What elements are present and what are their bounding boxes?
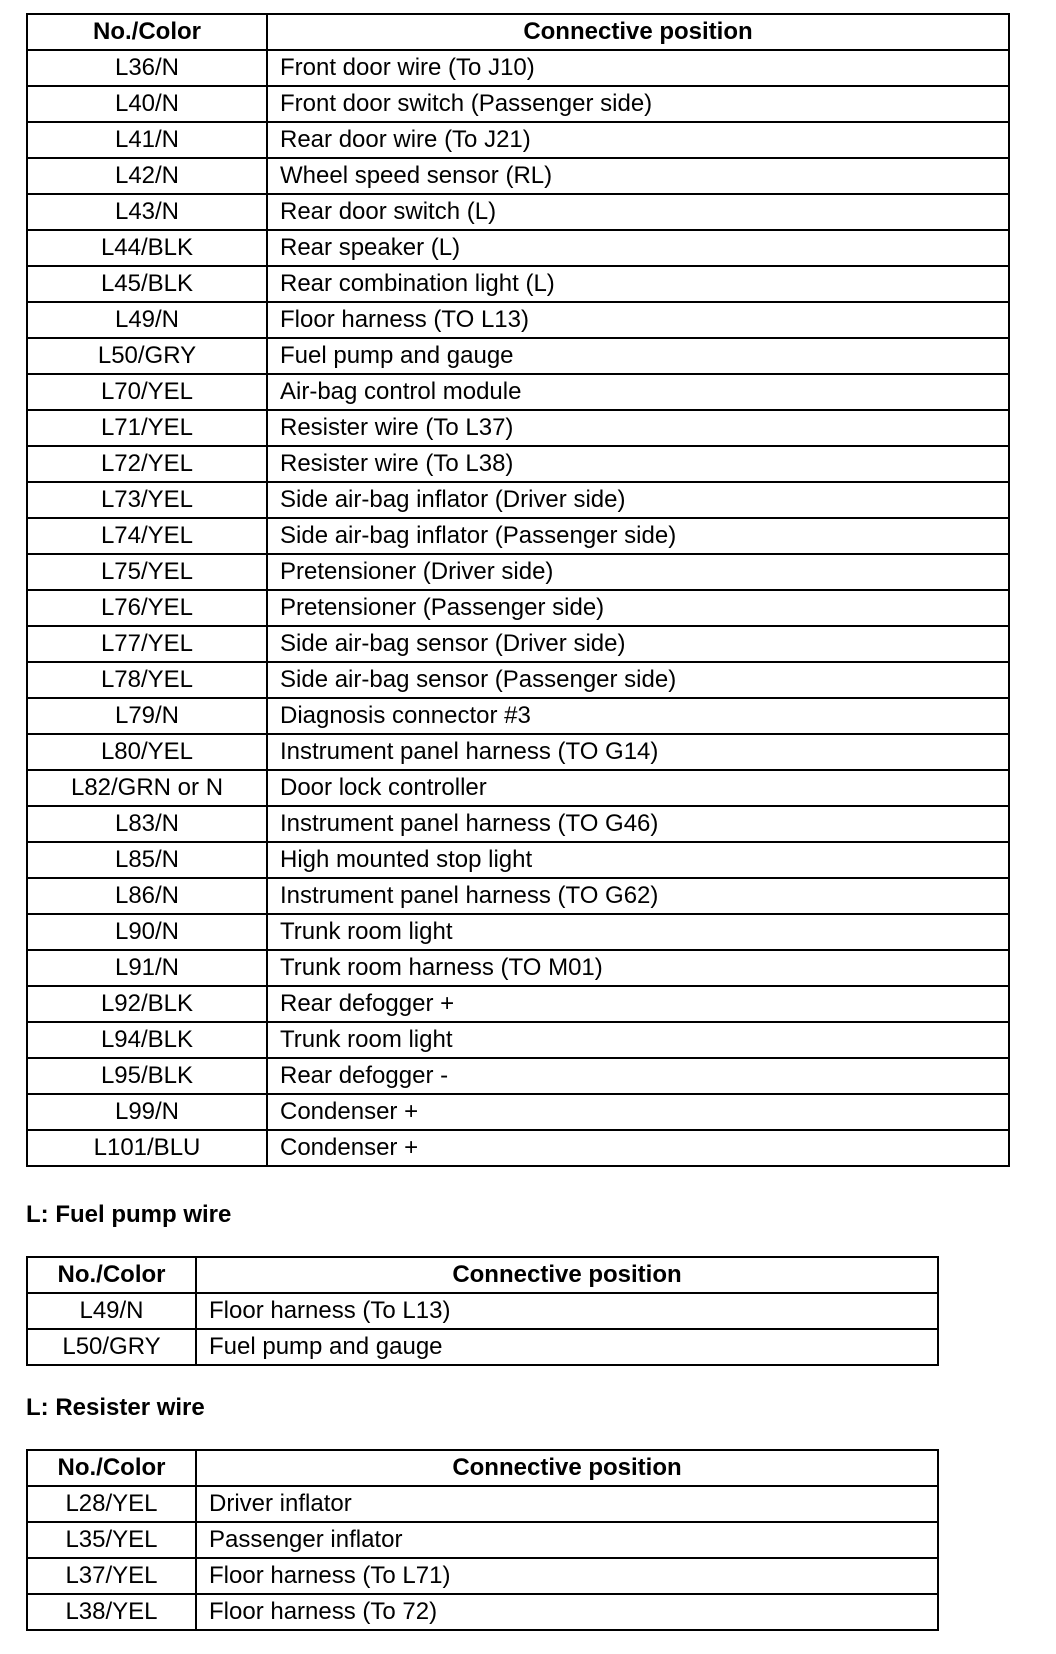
- table-row: [27, 950, 1009, 986]
- table-row: [27, 1558, 938, 1594]
- connective-position-cell: Passenger inflator: [196, 1522, 938, 1558]
- connective-position-cell: Instrument panel harness (TO G14): [267, 734, 1009, 770]
- connector-code-cell: L50/GRY: [27, 1329, 196, 1365]
- connector-code-cell: L83/N: [27, 806, 267, 842]
- table-header-row: [27, 14, 1009, 50]
- connector-code-cell: L28/YEL: [27, 1486, 196, 1522]
- connective-position-cell: Wheel speed sensor (RL): [267, 158, 1009, 194]
- table-row: [27, 86, 1009, 122]
- connective-position-cell: Side air-bag sensor (Passenger side): [267, 662, 1009, 698]
- connector-code-cell: L92/BLK: [27, 986, 267, 1022]
- table-row: [27, 590, 1009, 626]
- table-row: [27, 1130, 1009, 1166]
- connector-code-cell: L77/YEL: [27, 626, 267, 662]
- connector-code-cell: L79/N: [27, 698, 267, 734]
- connector-code-cell: L94/BLK: [27, 1022, 267, 1058]
- connector-code-cell: L90/N: [27, 914, 267, 950]
- fuel-table-body: [27, 1293, 938, 1365]
- connective-position-cell: Pretensioner (Driver side): [267, 554, 1009, 590]
- column-header-no-color: No./Color: [27, 14, 267, 50]
- connector-code-cell: L42/N: [27, 158, 267, 194]
- table-row: [27, 338, 1009, 374]
- column-header-connective-position: Connective position: [196, 1450, 938, 1486]
- connector-code-cell: L45/BLK: [27, 266, 267, 302]
- connective-position-cell: Rear combination light (L): [267, 266, 1009, 302]
- table-row: [27, 1594, 938, 1630]
- table-row: [27, 482, 1009, 518]
- table-header-row: [27, 1257, 938, 1293]
- connective-position-cell: Floor harness (To L71): [196, 1558, 938, 1594]
- connector-code-cell: L95/BLK: [27, 1058, 267, 1094]
- column-header-no-color: No./Color: [27, 1257, 196, 1293]
- connector-code-cell: L49/N: [27, 302, 267, 338]
- table-row: [27, 1522, 938, 1558]
- table-row: [27, 806, 1009, 842]
- table-row: [27, 1094, 1009, 1130]
- table-row: [27, 554, 1009, 590]
- connective-position-cell: Rear door wire (To J21): [267, 122, 1009, 158]
- connective-position-cell: Resister wire (To L38): [267, 446, 1009, 482]
- resister-table-body: [27, 1486, 938, 1630]
- connector-code-cell: L40/N: [27, 86, 267, 122]
- connective-position-cell: Side air-bag inflator (Driver side): [267, 482, 1009, 518]
- table-row: [27, 662, 1009, 698]
- table-row: [27, 842, 1009, 878]
- connector-code-cell: L44/BLK: [27, 230, 267, 266]
- table-row: [27, 266, 1009, 302]
- connective-position-cell: Driver inflator: [196, 1486, 938, 1522]
- connector-code-cell: L70/YEL: [27, 374, 267, 410]
- connector-code-cell: L74/YEL: [27, 518, 267, 554]
- connective-position-cell: Door lock controller: [267, 770, 1009, 806]
- connector-code-cell: L78/YEL: [27, 662, 267, 698]
- connector-code-cell: L75/YEL: [27, 554, 267, 590]
- table-row: [27, 1486, 938, 1522]
- table-row: [27, 446, 1009, 482]
- connective-position-cell: Resister wire (To L37): [267, 410, 1009, 446]
- table-row: [27, 50, 1009, 86]
- connective-position-cell: Floor harness (To L13): [196, 1293, 938, 1329]
- column-header-no-color: No./Color: [27, 1450, 196, 1486]
- table-row: [27, 158, 1009, 194]
- connector-code-cell: L76/YEL: [27, 590, 267, 626]
- table-row: [27, 626, 1009, 662]
- connector-code-cell: L43/N: [27, 194, 267, 230]
- table-row: [27, 1329, 938, 1365]
- table-row: [27, 230, 1009, 266]
- resister-wire-heading: L: Resister wire: [26, 1394, 205, 1421]
- connective-position-cell: Fuel pump and gauge: [196, 1329, 938, 1365]
- table-row: [27, 302, 1009, 338]
- connective-position-cell: Air-bag control module: [267, 374, 1009, 410]
- connective-position-cell: Trunk room harness (TO M01): [267, 950, 1009, 986]
- connective-position-cell: Diagnosis connector #3: [267, 698, 1009, 734]
- table-row: [27, 122, 1009, 158]
- connector-code-cell: L73/YEL: [27, 482, 267, 518]
- fuel-pump-wire-heading: L: Fuel pump wire: [26, 1201, 232, 1228]
- connective-position-cell: Instrument panel harness (TO G46): [267, 806, 1009, 842]
- connective-position-cell: Trunk room light: [267, 1022, 1009, 1058]
- connector-code-cell: L85/N: [27, 842, 267, 878]
- fuel-pump-wire-table: [26, 1256, 939, 1366]
- connective-position-cell: Rear door switch (L): [267, 194, 1009, 230]
- table-row: [27, 770, 1009, 806]
- table-row: [27, 518, 1009, 554]
- connective-position-cell: Rear defogger -: [267, 1058, 1009, 1094]
- connective-position-cell: Rear defogger +: [267, 986, 1009, 1022]
- connective-position-cell: Trunk room light: [267, 914, 1009, 950]
- column-header-connective-position: Connective position: [267, 14, 1009, 50]
- table-row: [27, 878, 1009, 914]
- table-row: [27, 1022, 1009, 1058]
- connector-code-cell: L41/N: [27, 122, 267, 158]
- table-row: [27, 734, 1009, 770]
- main-connector-table: [26, 13, 1010, 1167]
- resister-wire-table: [26, 1449, 939, 1631]
- connector-code-cell: L38/YEL: [27, 1594, 196, 1630]
- connector-code-cell: L49/N: [27, 1293, 196, 1329]
- table-row: [27, 1058, 1009, 1094]
- table-header-row: [27, 1450, 938, 1486]
- connective-position-cell: Condenser +: [267, 1130, 1009, 1166]
- connector-code-cell: L50/GRY: [27, 338, 267, 374]
- connective-position-cell: Instrument panel harness (TO G62): [267, 878, 1009, 914]
- connector-code-cell: L99/N: [27, 1094, 267, 1130]
- table-row: [27, 914, 1009, 950]
- connective-position-cell: Floor harness (TO L13): [267, 302, 1009, 338]
- table-row: [27, 986, 1009, 1022]
- table-row: [27, 698, 1009, 734]
- connective-position-cell: Front door wire (To J10): [267, 50, 1009, 86]
- connector-code-cell: L80/YEL: [27, 734, 267, 770]
- connector-code-cell: L72/YEL: [27, 446, 267, 482]
- connective-position-cell: Pretensioner (Passenger side): [267, 590, 1009, 626]
- column-header-connective-position: Connective position: [196, 1257, 938, 1293]
- connector-code-cell: L36/N: [27, 50, 267, 86]
- connector-code-cell: L71/YEL: [27, 410, 267, 446]
- table-row: [27, 1293, 938, 1329]
- connector-code-cell: L101/BLU: [27, 1130, 267, 1166]
- connector-code-cell: L35/YEL: [27, 1522, 196, 1558]
- table-row: [27, 410, 1009, 446]
- connective-position-cell: Floor harness (To 72): [196, 1594, 938, 1630]
- connective-position-cell: High mounted stop light: [267, 842, 1009, 878]
- table-row: [27, 194, 1009, 230]
- connective-position-cell: Condenser +: [267, 1094, 1009, 1130]
- connective-position-cell: Front door switch (Passenger side): [267, 86, 1009, 122]
- table-row: [27, 374, 1009, 410]
- connector-code-cell: L91/N: [27, 950, 267, 986]
- connector-code-cell: L86/N: [27, 878, 267, 914]
- connective-position-cell: Rear speaker (L): [267, 230, 1009, 266]
- connective-position-cell: Side air-bag inflator (Passenger side): [267, 518, 1009, 554]
- connector-code-cell: L82/GRN or N: [27, 770, 267, 806]
- connector-code-cell: L37/YEL: [27, 1558, 196, 1594]
- connective-position-cell: Side air-bag sensor (Driver side): [267, 626, 1009, 662]
- main-table-body: [27, 50, 1009, 1166]
- connective-position-cell: Fuel pump and gauge: [267, 338, 1009, 374]
